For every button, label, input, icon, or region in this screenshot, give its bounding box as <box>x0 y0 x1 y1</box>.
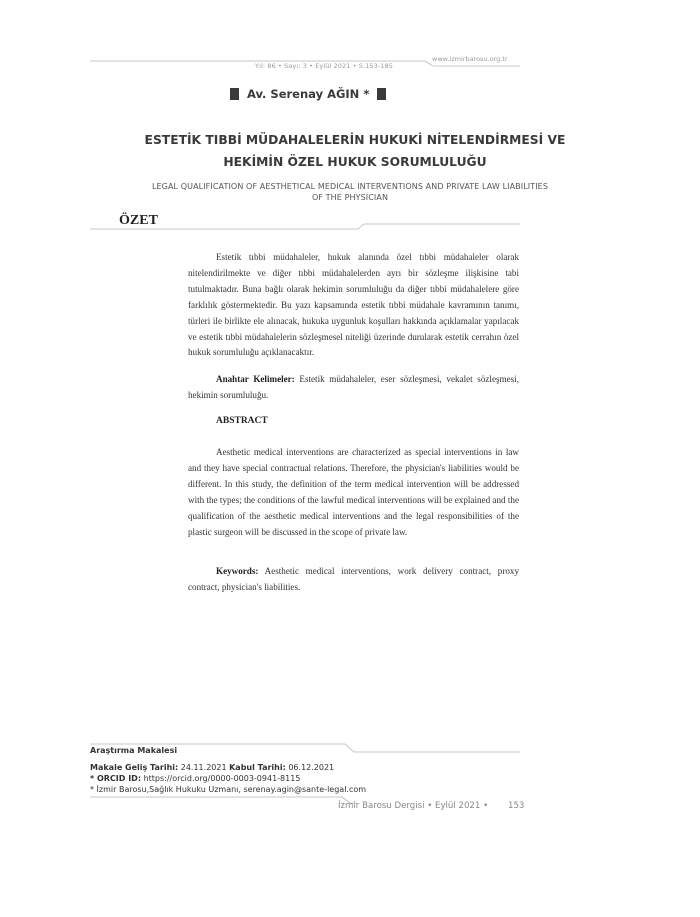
abstract-keywords-label: Keywords: <box>216 566 259 576</box>
abstract-paragraph: Aesthetic medical interventions are characterized as special interventions in law and they have special contractual relations. Therefore, the physician's liabilities would be different. In this study, the definition of the term medical intervention will be addressed with the types; the conditions of the lawful medical interventions will be explained and the qualification of the aesthetic medical interventions and the legal responsibilities of the plastic surgeon will be discussed in the scope of private law. <box>188 447 519 537</box>
article-title <box>90 129 620 173</box>
left-square-marker-icon <box>230 88 239 100</box>
ozet-keywords-label: Anahtar Kelimeler: <box>216 374 295 384</box>
orcid-link[interactable]: https://orcid.org/0000-0003-0941-8115 <box>141 774 301 783</box>
right-square-marker-icon <box>377 88 386 100</box>
affiliation-line: * İzmir Barosu,Sağlık Hukuku Uzmanı, serenay.agin@sante-legal.com <box>90 785 367 794</box>
title-line-2: HEKİMİN ÖZEL HUKUK SORUMLULUĞU <box>223 155 487 169</box>
received-label: Makale Geliş Tarihi: <box>90 763 179 772</box>
journal-footer: İzmir Barosu Dergisi • Eylül 2021 • <box>338 801 489 811</box>
ozet-keywords-text: Estetik müdahaleler, eser sözleşmesi, vekalet sözleşmesi, hekimin sorumluluğu. <box>188 374 519 400</box>
author-row <box>230 87 386 101</box>
english-title-line-2: OF THE PHYSICIAN <box>311 193 389 202</box>
footer-rule-bottom <box>90 797 357 803</box>
abstract-keywords-text: Aesthetic medical interventions, work delivery contract, proxy contract, physician's liabilities. <box>188 566 519 592</box>
dates-line <box>90 763 334 772</box>
english-title-line-1: LEGAL QUALIFICATION OF AESTHETICAL MEDICAL INTERVENTIONS AND PRIVATE LAW LIABILITIES <box>151 182 549 191</box>
accepted-label: Kabul Tarihi: <box>229 763 286 772</box>
page-number: 153 <box>508 801 525 811</box>
ozet-keywords <box>188 372 519 404</box>
received-date: 24.11.2021 <box>178 763 230 772</box>
abstract-keywords <box>188 564 519 596</box>
author-name: Av. Serenay AĞIN * <box>247 87 370 101</box>
orcid-label: * ORCID ID: <box>90 774 142 783</box>
english-title <box>90 181 610 203</box>
article-type: Araştırma Makalesi <box>90 746 178 755</box>
journal-url[interactable]: www.izmirbarosu.org.tr <box>432 55 508 63</box>
title-line-1: ESTETİK TIBBİ MÜDAHALELERİN HUKUKİ NİTELENDİRMESİ VE <box>144 133 566 147</box>
ozet-heading: ÖZET <box>119 213 158 228</box>
orcid-line <box>90 774 300 783</box>
abstract-heading: ABSTRACT <box>216 416 268 426</box>
accepted-date: 06.12.2021 <box>285 763 335 772</box>
issue-meta: Yıl: 86 • Sayı: 3 • Eylül 2021 • S.153-185 <box>255 62 394 70</box>
ozet-paragraph: Estetik tıbbi müdahaleler, hukuk alanında özel tıbbi müdahaleler olarak nitelendirilmekte ve diğer tıbbi müdahalelerden ayrı bir sözleşme ilişkisine tabi tutulmaktadır. Buna bağlı olarak hekimin sorumluluğu da diğer tıbbi müdahalelere göre farklılık göstermektedir. Bu yazı kapsamında estetik tıbbi müdahale kavramının tanımı, türleri ile birlikte ele alınacak, hukuka uygunluk koşulları hakkında açıklamalar yapılacak ve estetik tıbbi müdahalelerin sözleşmesel niteliği üzerinde durularak estetik cerrahın özel hukuk sorumluluğu açıklanacaktır. <box>188 252 519 358</box>
